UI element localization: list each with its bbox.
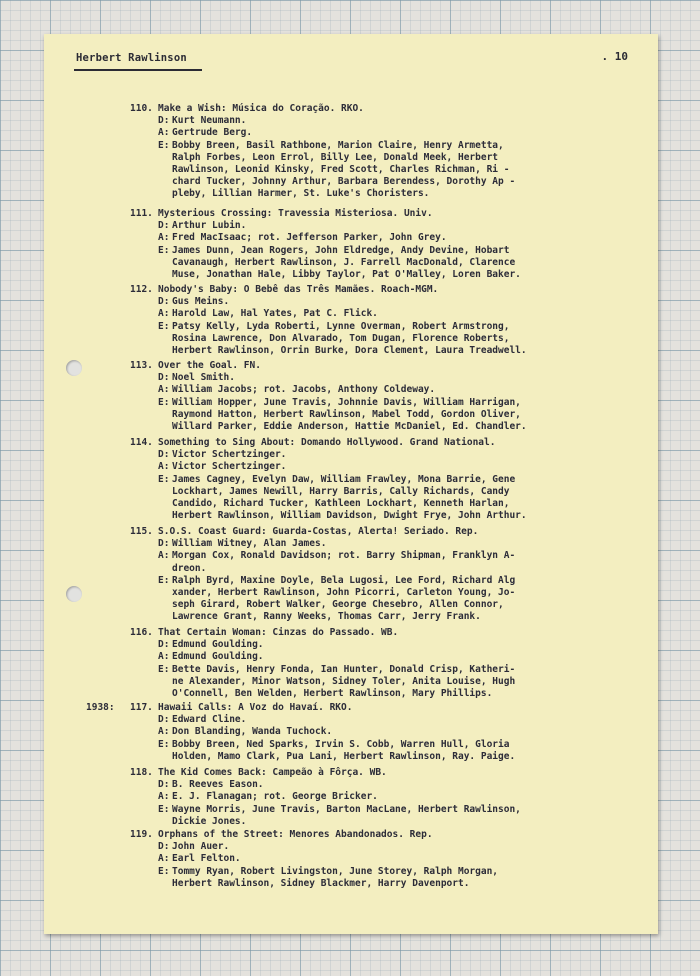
- role-text: William Witney, Alan James.: [172, 538, 327, 550]
- role-tag: D:: [158, 296, 170, 308]
- page-number: . 10: [601, 50, 628, 63]
- role-tag: D:: [158, 372, 170, 384]
- role-tag: E:: [158, 803, 170, 815]
- role-text: James Dunn, Jean Rogers, John Eldredge, Andy Devine, Hobart: [172, 244, 510, 256]
- role-text: Don Blanding, Wanda Tuchock.: [172, 726, 333, 738]
- cast-line-continued: Herbert Rawlinson, Sidney Blackmer, Harry Davenport.: [172, 877, 470, 889]
- film-title-line: [130, 284, 527, 296]
- cast-line: [130, 474, 527, 486]
- role-text: Patsy Kelly, Lyda Roberti, Lynne Overman, Robert Armstrong,: [172, 320, 510, 332]
- cast-line-continued: Cavanaugh, Herbert Rawlinson, J. Farrell MacDonald, Clarence: [172, 256, 516, 268]
- film-entry: [130, 829, 498, 890]
- role-tag: D:: [158, 449, 170, 461]
- role-text: Edward Cline.: [172, 714, 247, 726]
- film-title-line: [130, 767, 521, 779]
- film-title: Nobody's Baby: O Bebê das Três Mamães. Roach-MGM.: [158, 284, 439, 295]
- film-title-line: [130, 829, 498, 841]
- role-text: Morgan Cox, Ronald Davidson; rot. Barry Shipman, Franklyn A-: [172, 550, 516, 562]
- cast-line: [130, 866, 498, 878]
- director-line: [130, 841, 498, 853]
- role-tag: A:: [158, 853, 170, 865]
- cast-line-continued: Ralph Forbes, Leon Errol, Billy Lee, Donald Meek, Herbert: [172, 151, 499, 163]
- role-text: Fred MacIsaac; rot. Jefferson Parker, John Grey.: [172, 232, 447, 244]
- role-tag: E:: [158, 865, 170, 877]
- role-tag: D:: [158, 115, 170, 127]
- cast-line-continued: Rosina Lawrence, Don Alvarado, Tom Dugan, Florence Roberts,: [172, 332, 510, 344]
- film-entry: [130, 208, 521, 281]
- director-line: [130, 372, 527, 384]
- cast-line-continued: Holden, Mamo Clark, Pua Lani, Herbert Rawlinson, Ray. Paige.: [172, 750, 516, 762]
- writer-line: [130, 791, 521, 803]
- role-tag: E:: [158, 473, 170, 485]
- header-underline: [74, 69, 202, 71]
- role-text: Gus Meins.: [172, 296, 230, 308]
- writer-line: [130, 308, 527, 320]
- film-title: Something to Sing About: Domando Hollywood. Grand National.: [158, 437, 496, 448]
- role-tag: D:: [158, 714, 170, 726]
- film-title-line: [130, 437, 527, 449]
- cast-line-continued: Lawrence Grant, Ranny Weeks, Thomas Carr, Jerry Frank.: [172, 611, 481, 623]
- cast-line-continued: ne Alexander, Minor Watson, Sidney Toler, Anita Louise, Hugh: [172, 675, 516, 687]
- role-tag: E:: [158, 320, 170, 332]
- role-tag: D:: [158, 538, 170, 550]
- cast-line-continued: Raymond Hatton, Herbert Rawlinson, Mabel Todd, Gordon Oliver,: [172, 408, 521, 420]
- role-tag: D:: [158, 779, 170, 791]
- writer-line: [130, 550, 515, 562]
- role-tag: E:: [158, 574, 170, 586]
- role-tag: A:: [158, 308, 170, 320]
- film-number: 115.: [130, 526, 153, 537]
- writer-line: [130, 384, 527, 396]
- cast-line: [130, 245, 521, 257]
- punch-hole: [66, 586, 82, 602]
- film-title-line: [130, 360, 527, 372]
- film-title: Orphans of the Street: Menores Abandonados. Rep.: [158, 829, 433, 840]
- film-number: 117.: [130, 702, 153, 713]
- role-text: William Hopper, June Travis, Johnnie Davis, William Harrigan,: [172, 396, 521, 408]
- film-number: 111.: [130, 208, 153, 219]
- writer-line: [130, 651, 515, 663]
- role-text: Noel Smith.: [172, 372, 235, 384]
- cast-line-continued: seph Girard, Robert Walker, George Chesebro, Allen Connor,: [172, 599, 504, 611]
- director-line: [130, 296, 527, 308]
- director-line: [130, 639, 515, 651]
- director-line: [130, 115, 515, 127]
- role-text: Harold Law, Hal Yates, Pat C. Flick.: [172, 308, 378, 320]
- film-entry: [130, 702, 515, 763]
- cast-line-continued: Candido, Richard Tucker, Kathleen Lockhart, Kenneth Harlan,: [172, 498, 510, 510]
- writer-line: [130, 232, 521, 244]
- film-title: Hawaii Calls: A Voz do Havaí. RKO.: [158, 702, 353, 713]
- film-entry: [130, 767, 521, 828]
- role-tag: D:: [158, 639, 170, 651]
- role-tag: D:: [158, 220, 170, 232]
- cast-line-continued: O'Connell, Ben Welden, Herbert Rawlinson, Mary Phillips.: [172, 688, 493, 700]
- film-entry: [130, 627, 515, 700]
- film-entry: [130, 284, 527, 357]
- film-title: Mysterious Crossing: Travessia Misteriosa. Univ.: [158, 208, 433, 219]
- writer-line-continued: dreon.: [172, 562, 207, 574]
- film-number: 114.: [130, 437, 153, 448]
- film-title: S.O.S. Coast Guard: Guarda-Costas, Alerta! Seriado. Rep.: [158, 526, 479, 537]
- author-name: Herbert Rawlinson: [76, 52, 187, 64]
- director-line: [130, 779, 521, 791]
- role-tag: A:: [158, 651, 170, 663]
- film-number: 116.: [130, 627, 153, 638]
- film-title-line: [130, 526, 515, 538]
- role-text: Victor Schertzinger.: [172, 449, 287, 461]
- film-number: 113.: [130, 360, 153, 371]
- year-label: 1938:: [86, 702, 115, 713]
- role-text: Kurt Neumann.: [172, 115, 247, 127]
- role-text: Arthur Lubin.: [172, 220, 247, 232]
- cast-line-continued: Herbert Rawlinson, Orrin Burke, Dora Clement, Laura Treadwell.: [172, 345, 527, 357]
- cast-line-continued: Dickie Jones.: [172, 815, 247, 827]
- role-tag: E:: [158, 738, 170, 750]
- cast-line: [130, 804, 521, 816]
- role-tag: E:: [158, 396, 170, 408]
- role-text: Edmund Goulding.: [172, 639, 264, 651]
- role-text: E. J. Flanagan; rot. George Bricker.: [172, 791, 378, 803]
- director-line: [130, 714, 515, 726]
- film-entry: [130, 437, 527, 522]
- role-tag: A:: [158, 384, 170, 396]
- cast-line-continued: Rawlinson, Leonid Kinsky, Fred Scott, Charles Richman, Ri -: [172, 164, 510, 176]
- film-title-line: [130, 208, 521, 220]
- film-title: The Kid Comes Back: Campeão à Fôrça. WB.: [158, 767, 387, 778]
- film-title-line: [130, 627, 515, 639]
- film-title-line: [130, 103, 515, 115]
- role-text: Victor Schertzinger.: [172, 461, 287, 473]
- writer-line: [130, 461, 527, 473]
- role-tag: A:: [158, 550, 170, 562]
- director-line: [130, 449, 527, 461]
- role-tag: A:: [158, 461, 170, 473]
- role-text: Bette Davis, Henry Fonda, Ian Hunter, Donald Crisp, Katheri-: [172, 663, 516, 675]
- writer-line: [130, 853, 498, 865]
- role-text: James Cagney, Evelyn Daw, William Frawley, Mona Barrie, Gene: [172, 473, 516, 485]
- cast-line-continued: xander, Herbert Rawlinson, John Picorri, Carleton Young, Jo-: [172, 587, 516, 599]
- film-number: 112.: [130, 284, 153, 295]
- film-number: 110.: [130, 103, 153, 114]
- role-text: Gertrude Berg.: [172, 127, 253, 139]
- role-text: Edmund Goulding.: [172, 651, 264, 663]
- typed-page: [44, 34, 658, 934]
- cast-line: [130, 321, 527, 333]
- director-line: [130, 220, 521, 232]
- cast-line-continued: pleby, Lillian Harmer, St. Luke's Choristers.: [172, 188, 430, 200]
- role-text: Ralph Byrd, Maxine Doyle, Bela Lugosi, Lee Ford, Richard Alg: [172, 574, 516, 586]
- film-entry: [130, 526, 515, 624]
- writer-line: [130, 726, 515, 738]
- role-tag: A:: [158, 127, 170, 139]
- film-title: Make a Wish: Música do Coração. RKO.: [158, 103, 364, 114]
- film-number: 119.: [130, 829, 153, 840]
- role-text: B. Reeves Eason.: [172, 779, 264, 791]
- film-number: 118.: [130, 767, 153, 778]
- role-text: Wayne Morris, June Travis, Barton MacLane, Herbert Rawlinson,: [172, 803, 521, 815]
- film-entry: [130, 103, 515, 201]
- cast-line-continued: Lockhart, James Newill, Harry Barris, Cally Richards, Candy: [172, 485, 510, 497]
- cast-line: [130, 664, 515, 676]
- role-text: Tommy Ryan, Robert Livingston, June Storey, Ralph Morgan,: [172, 865, 499, 877]
- cast-line-continued: Herbert Rawlinson, William Davidson, Dwight Frye, John Arthur.: [172, 510, 527, 522]
- cast-line: [130, 397, 527, 409]
- role-tag: A:: [158, 791, 170, 803]
- film-title: Over the Goal. FN.: [158, 360, 261, 371]
- punch-hole: [66, 360, 82, 376]
- cast-line-continued: chard Tucker, Johnny Arthur, Barbara Berendess, Dorothy Ap -: [172, 176, 516, 188]
- role-text: Bobby Breen, Basil Rathbone, Marion Claire, Henry Armetta,: [172, 139, 504, 151]
- cast-line: [130, 575, 515, 587]
- director-line: [130, 538, 515, 550]
- cast-line-continued: Muse, Jonathan Hale, Libby Taylor, Pat O'Malley, Loren Baker.: [172, 269, 521, 281]
- role-text: John Auer.: [172, 841, 230, 853]
- film-title: That Certain Woman: Cinzas do Passado. WB.: [158, 627, 399, 638]
- role-tag: E:: [158, 139, 170, 151]
- role-text: Bobby Breen, Ned Sparks, Irvin S. Cobb, Warren Hull, Gloria: [172, 738, 510, 750]
- cast-line: [130, 140, 515, 152]
- role-tag: A:: [158, 232, 170, 244]
- role-tag: E:: [158, 663, 170, 675]
- writer-line: [130, 127, 515, 139]
- film-title-line: [130, 702, 515, 714]
- role-text: William Jacobs; rot. Jacobs, Anthony Coldeway.: [172, 384, 436, 396]
- film-entry: [130, 360, 527, 433]
- role-tag: A:: [158, 726, 170, 738]
- cast-line: [130, 739, 515, 751]
- role-text: Earl Felton.: [172, 853, 241, 865]
- role-tag: D:: [158, 841, 170, 853]
- role-tag: E:: [158, 244, 170, 256]
- cast-line-continued: Willard Parker, Eddie Anderson, Hattie McDaniel, Ed. Chandler.: [172, 421, 527, 433]
